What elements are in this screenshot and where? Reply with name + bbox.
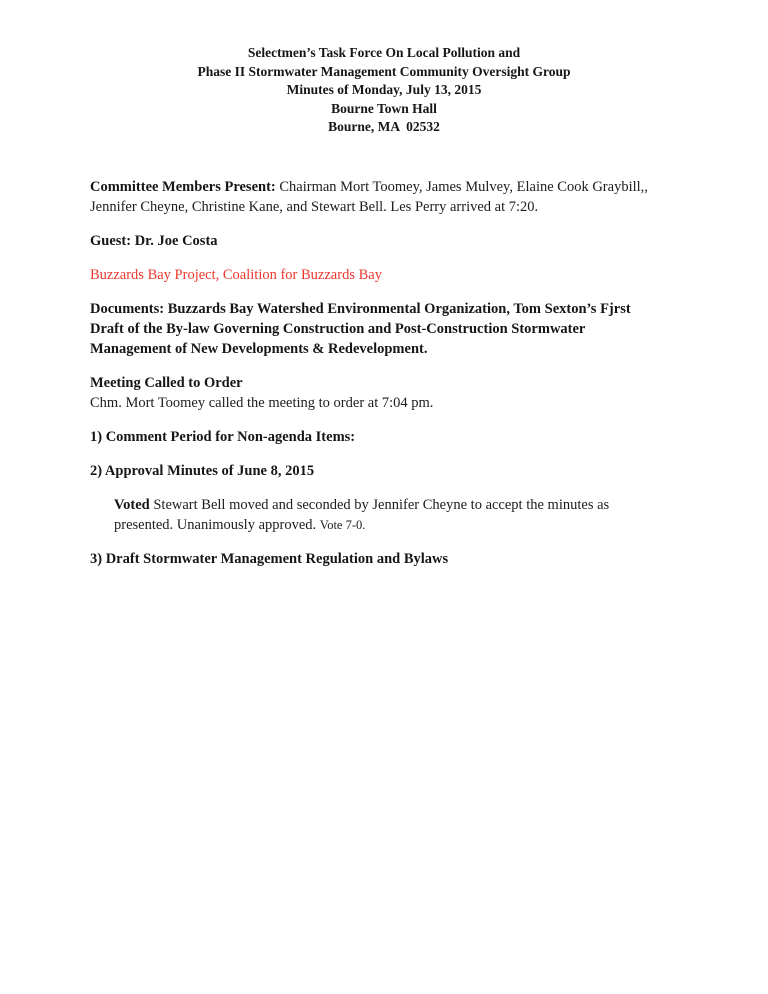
voted-motion-text: Stewart Bell moved and seconded by Jennifer Cheyne to accept the minutes as <box>149 496 610 513</box>
title-line-minutes-date: Minutes of Monday, July 13, 2015 <box>286 82 482 97</box>
voted-label: Voted <box>114 496 150 513</box>
agenda-item-1-text: 1) Comment Period for Non-agenda Items: <box>90 428 356 445</box>
committee-members-label: Committee Members Present: <box>90 178 276 195</box>
document-title-block <box>0 44 768 137</box>
title-line-location: Bourne Town Hall <box>331 100 437 116</box>
agenda-item-2 <box>90 461 700 481</box>
voted-result-text: presented. Unanimously approved. <box>114 516 320 533</box>
voted-paragraph <box>114 495 700 535</box>
affiliation-paragraph <box>90 265 700 285</box>
affiliation-text: Buzzards Bay Project, Coalition for Buzzards Bay <box>90 266 382 283</box>
guest-label: Guest: Dr. Joe Costa <box>90 232 218 249</box>
agenda-item-1 <box>90 427 700 447</box>
guest-paragraph <box>90 231 700 251</box>
document-body <box>90 177 700 569</box>
agenda-item-3-text: 3) Draft Stormwater Management Regulation and Bylaws <box>90 550 449 567</box>
committee-members-line-2: Jennifer Cheyne, Christine Kane, and Stewart Bell. Les Perry arrived at 7:20. <box>90 198 539 215</box>
documents-line-1: Documents: Buzzards Bay Watershed Environmental Organization, Tom Sexton’s Fjrst <box>90 300 631 317</box>
committee-members-paragraph <box>90 177 700 217</box>
meeting-called-paragraph <box>90 373 700 413</box>
meeting-called-heading: Meeting Called to Order <box>90 374 243 391</box>
agenda-item-2-text: 2) Approval Minutes of June 8, 2015 <box>90 462 315 479</box>
voted-line-2 <box>114 515 700 535</box>
meeting-called-body: Chm. Mort Toomey called the meeting to order at 7:04 pm. <box>90 394 434 411</box>
title-line-group: Phase II Stormwater Management Community Oversight Group <box>197 63 571 79</box>
title-line-organization: Selectmen’s Task Force On Local Pollution and <box>247 45 521 60</box>
agenda-item-3 <box>90 549 700 569</box>
documents-paragraph <box>90 299 700 359</box>
documents-line-2: Draft of the By-law Governing Construction and Post-Construction Stormwater <box>90 320 586 337</box>
vote-count: Vote 7-0. <box>319 517 366 532</box>
committee-members-names: Chairman Mort Toomey, James Mulvey, Elaine Cook Graybill,, <box>275 178 648 195</box>
committee-members-line-1 <box>90 177 700 197</box>
voted-line-1 <box>114 495 700 515</box>
title-line-address: Bourne, MA 02532 <box>328 119 440 134</box>
documents-line-3: Management of New Developments & Redevelopment. <box>90 340 428 357</box>
